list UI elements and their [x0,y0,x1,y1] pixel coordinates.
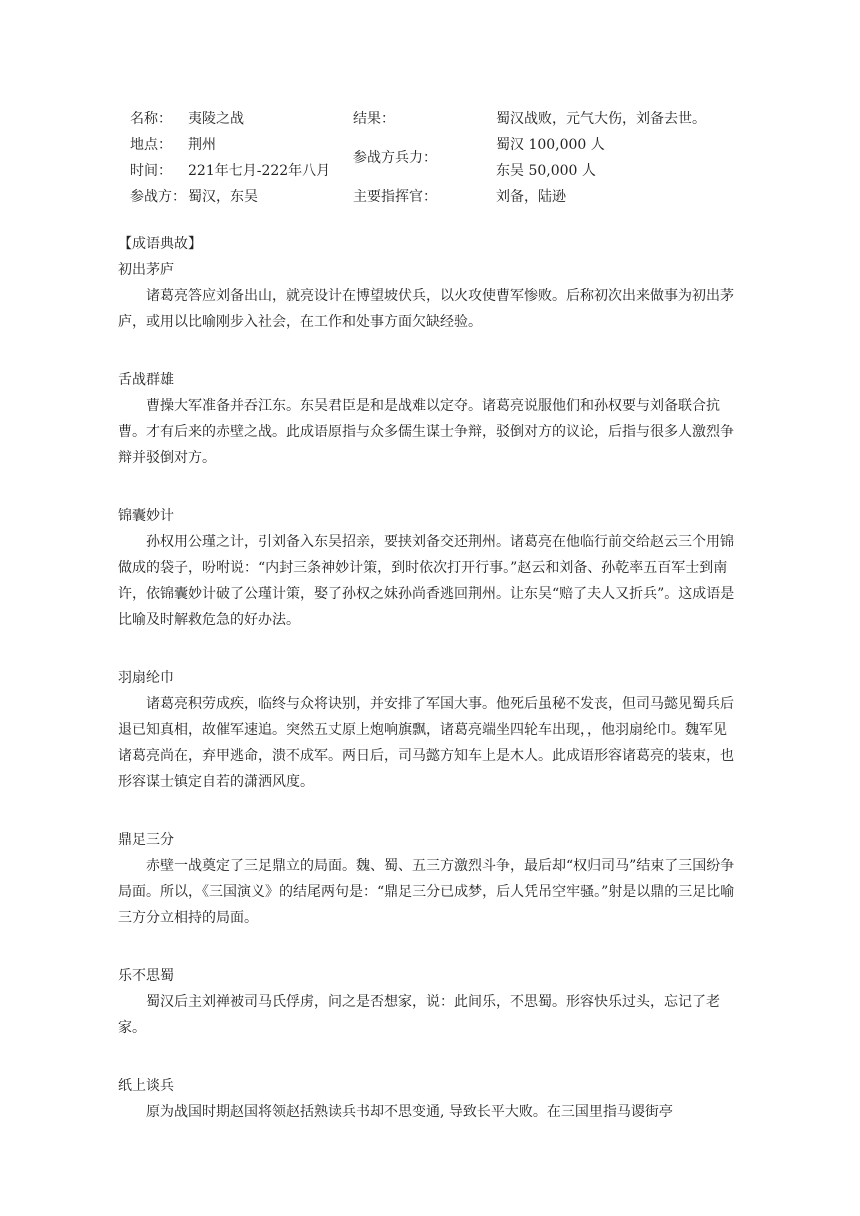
idiom-text: 原为战国时期赵国将领赵括熟读兵书却不思变通, 导致长平大败。在三国里指马谡街亭 [146,1104,673,1120]
forces-shu: 蜀汉 100,000 人 [496,137,605,153]
idiom-item [118,503,738,633]
idiom-title: 初出茅庐 [118,262,174,278]
idiom-text: 诸葛亮答应刘备出山，就亮设计在博望坡伏兵，以火攻使曹军惨败。后称初次出来做事为初出茅庐，或用以比喻刚步入社会，在工作和处事方面欠缺经验。 [118,288,734,330]
result-value: 蜀汉战败，元气大伤，刘备去世。 [496,111,706,127]
idiom-text: 孙权用公瑾之计，引刘备入东吴招亲，要挟刘备交还荆州。诸葛亮在他临行前交给赵云三个用锦做成的袋子，吩咐说：“内封三条神妙计策，到时依次打开行事。”赵云和刘备、孙乾率五百军士到南许，依锦囊妙计破了公瑾计策，娶了孙权之妹孙尚香逃回荆州。让东吴“赔了夫人又折兵”。这成语是比喻及时解救危急的好办法。 [118,534,735,628]
idiom-title: 锦囊妙计 [118,508,174,524]
idiom-title: 纸上谈兵 [118,1078,174,1094]
place-value: 荆州 [188,137,216,153]
forces-wu: 东吴 50,000 人 [496,163,596,179]
idiom-title: 鼎足三分 [118,832,174,848]
forces-label: 参战方兵力： [353,150,437,166]
idiom-title: 乐不思蜀 [118,968,174,984]
name-label: 名称： [130,111,172,127]
idiom-item [118,367,738,471]
idiom-text: 诸葛亮积劳成疾，临终与众将诀别，并安排了军国大事。他死后虽秘不发丧，但司马懿见蜀兵后 退已知真相，故催军速追。突然五丈原上炮响旗飘，诸葛亮端坐四轮车出现，，他羽扇纶巾。魏军见诸葛亮尚在，弃甲逃命，溃不成军。两日后，司马懿方知车上是木人。此成语形容诸葛亮的装束，也形容谋士镇定自若的潇洒风度。 [118,696,734,790]
idiom-text: 曹操大军准备并吞江东。东吴君臣是和是战难以定夺。诸葛亮说服他们和孙权要与刘备联合抗曹。才有后来的赤壁之战。此成语原指与众多儒生谋士争辩，驳倒对方的议论，后指与很多人激烈争辩并驳倒对方。 [118,398,734,466]
time-label: 时间： [130,163,172,179]
idiom-item [118,1073,738,1125]
parties-label: 参战方： [130,189,186,205]
idiom-item [118,827,738,931]
idiom-item [118,257,738,335]
idiom-text: 赤壁一战奠定了三足鼎立的局面。魏、蜀、五三方激烈斗争，最后却“权归司马”结束了三国纷争局面。所以，《三国演义》的结尾两句是：“鼎足三分已成梦，后人凭吊空牢骚。”射是以鼎的三足比喻三方分立相持的局面。 [118,858,735,926]
parties-value: 蜀汉，东吴 [188,189,258,205]
idiom-text: 蜀汉后主刘禅被司马氏俘虏，问之是否想家，说：此间乐，不思蜀。形容快乐过头，忘记了老家。 [118,994,720,1036]
name-value: 夷陵之战 [188,111,244,127]
result-label: 结果： [353,111,395,127]
commanders-value: 刘备，陆逊 [496,189,566,205]
idiom-item [118,963,738,1041]
commanders-label: 主要指挥官： [353,189,437,205]
idiom-item [118,665,738,795]
idiom-content [118,231,738,1125]
idiom-title: 舌战群雄 [118,372,174,388]
section-title: 【成语典故】 [118,236,202,252]
place-label: 地点： [130,137,172,153]
time-value: 221年七月-222年八月 [188,163,331,179]
idiom-title: 羽扇纶巾 [118,670,174,686]
battle-info-table [130,106,730,216]
